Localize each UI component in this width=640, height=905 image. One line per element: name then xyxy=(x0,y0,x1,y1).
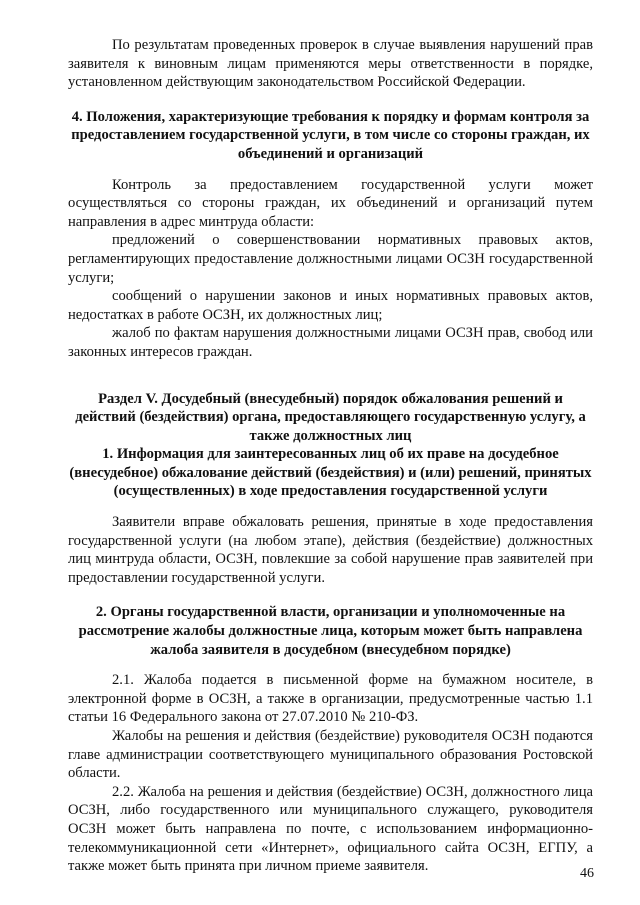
section-4-heading: 4. Положения, характеризующие требования к порядку и формам контроля за предоставлением государственной услуги, в том числе со стороны граждан, их объединений и организаций xyxy=(71,108,590,162)
page-number: 46 xyxy=(580,866,594,881)
document-page xyxy=(68,36,593,876)
section-5-subsection-1-paragraph: Заявители вправе обжаловать решения, принятые в ходе предоставления государственной услуги (на любом этапе), действия (бездействие) должностных лиц минтруда области, ОСЗН, повлекшие за собой нарушение прав заявителей при предоставлении государственной услуги. xyxy=(68,514,593,586)
section-4-paragraph-4: жалоб по фактам нарушения должностными лицами ОСЗН прав, свобод или законных интересов граждан. xyxy=(68,325,593,360)
section-4-paragraph-2: предложений о совершенствовании нормативных правовых актов, регламентирующих предоставление должностными лицами ОСЗН государственной услуги; xyxy=(68,232,593,286)
section-5-subsection-2-heading: 2. Органы государственной власти, организации и уполномоченные на рассмотрение жалобы должностные лица, которым может быть направлена жалоба заявителя в досудебном (внесудебном порядке) xyxy=(78,604,583,658)
section-4-paragraph-3: сообщений о нарушении законов и иных нормативных правовых актов, недостатках в работе ОСЗН, их должностных лиц; xyxy=(68,288,593,323)
intro-paragraph: По результатам проведенных проверок в случае выявления нарушений прав заявителя к виновным лицам применяются меры ответственности в порядке, установленном действующим законодательством Российской Федерации. xyxy=(68,37,593,91)
section-5-subsection-1-heading: 1. Информация для заинтересованных лиц об их праве на досудебное (внесудебное) обжалование действий (бездействия) и (или) решений, принятых (осуществленных) в ходе предоставления государственной услуги xyxy=(69,446,592,500)
section-5-subsection-2-paragraph-3: 2.2. Жалоба на решения и действия (бездействие) ОСЗН, должностного лица ОСЗН, либо государственного или муниципального служащего, руководителя ОСЗН может быть направлена по почте, с использованием информационно-телекоммуникационной сети «Интернет», официального сайта ОСЗН, ЕГПУ, а также может быть принята при личном приеме заявителя. xyxy=(68,783,593,875)
section-4-paragraph-1: Контроль за предоставлением государственной услуги может осуществляться со стороны граждан, их объединений и организаций путем направления в адрес минтруда области: xyxy=(68,176,593,230)
section-5-subsection-2-paragraph-1: 2.1. Жалоба подается в письменной форме на бумажном носителе, в электронной форме в ОСЗН, а также в организации, предусмотренные частью 1.1 статьи 16 Федерального закона от 27.07.2010 № 210-ФЗ. xyxy=(68,672,593,726)
section-5-subsection-2-paragraph-2: Жалобы на решения и действия (бездействие) руководителя ОСЗН подаются главе администрации соответствующего муниципального образования Ростовской области. xyxy=(68,728,593,782)
section-5-heading: Раздел V. Досудебный (внесудебный) порядок обжалования решений и действий (бездействия) органа, предоставляющего государственную услугу, а также должностных лиц xyxy=(75,390,586,444)
